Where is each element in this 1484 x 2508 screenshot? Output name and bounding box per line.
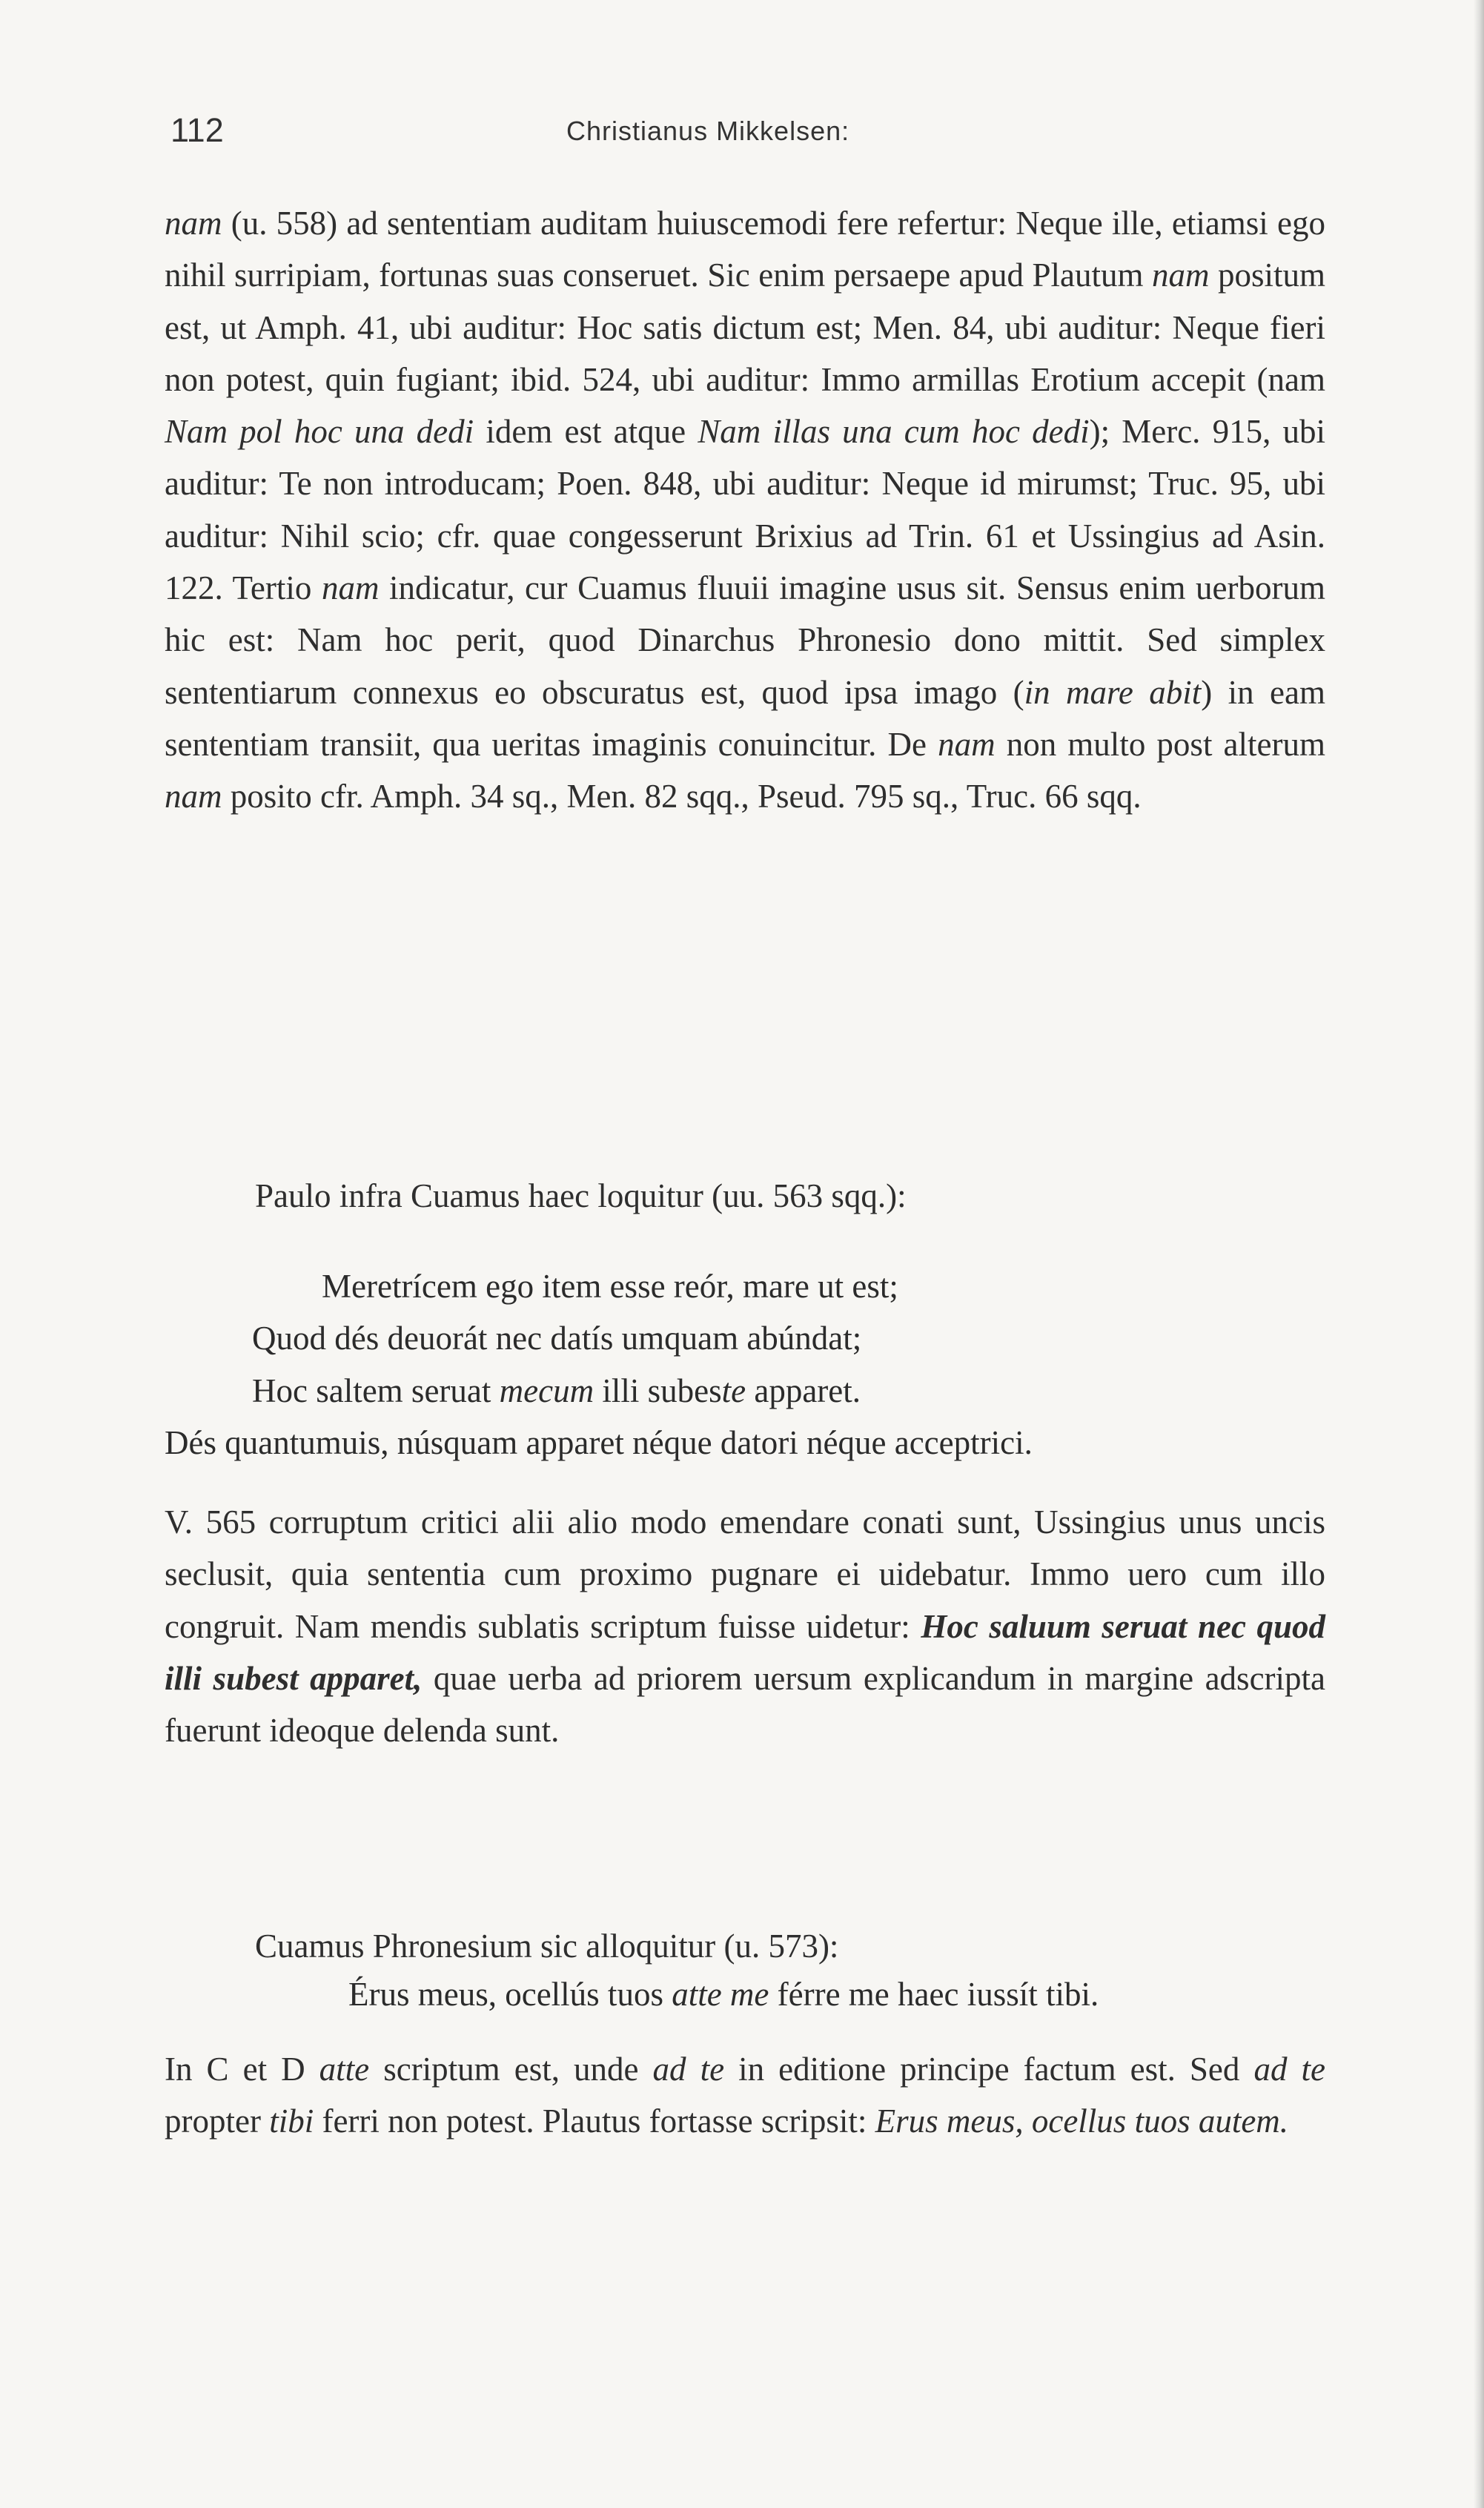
italic-term: atte me (672, 1976, 769, 2013)
verse-line: Meretrícem ego item esse reór, mare ut est; (322, 1268, 898, 1305)
text-run: idem est atque (474, 413, 698, 451)
italic-term: nam (1151, 257, 1210, 294)
text-run: férre me haec iussít tibi. (769, 1976, 1099, 2013)
italic-term: te (721, 1372, 746, 1409)
verse-line: Quod dés deuorát nec datís umquam abúndat; (252, 1320, 862, 1357)
text-run: apparet. (746, 1372, 861, 1409)
text-run: Hoc saltem seruat (252, 1372, 500, 1409)
text-run: V. 565 corruptum critici alii alio modo emendare conati sunt, Ussingius unus uncis seclusit, quia sententia cum proximo pugnare ei uidebatur. Immo uero cum illo congruit. Nam mendis sublatis scriptum fuisse uidetur: (165, 1503, 1325, 1645)
page-header (165, 111, 1325, 156)
verse-line: Dés quantumuis, núsquam apparet néque datori néque acceptrici. (165, 1423, 1033, 1461)
paragraph-intro-verse: Paulo infra Cuamus haec loquitur (uu. 563 sqq.): (255, 1177, 907, 1214)
text-run: illi subes (594, 1372, 722, 1409)
italic-quote: Hoc saluum seruat nec quod illi subest apparet, (165, 1607, 1325, 1697)
text-run: Érus meus, ocellús tuos (348, 1976, 672, 2013)
italic-term: nam (321, 569, 380, 607)
text-run: non multo post alterum (995, 725, 1325, 763)
italic-term: tibi (269, 2102, 314, 2140)
text-run: ferri non potest. Plautus fortasse scripsit: (314, 2102, 875, 2140)
page-number: 112 (170, 111, 224, 149)
italic-term: mecum (499, 1372, 594, 1409)
verse-line (348, 1968, 1099, 2020)
text-run: quae uerba ad priorem uersum explicandum in margine adscripta fuerunt ideoque delenda sunt. (165, 1659, 1326, 1750)
paragraph-v565 (165, 1496, 1325, 1756)
italic-term: ad te (1253, 2051, 1325, 2088)
italic-term: nam (165, 778, 222, 815)
text-run: scriptum est, unde (369, 2051, 653, 2088)
italic-quote: Erus meus, ocellus tuos autem. (875, 2102, 1289, 2140)
page-edge-shadow (1474, 0, 1484, 2508)
italic-term: ad te (652, 2051, 725, 2088)
paragraph-nam-discussion (165, 197, 1325, 823)
text-run: ) in eam sententiam transiit, qua ueritas imaginis conuincitur. De (165, 673, 1325, 763)
text-run: ); Merc. 915, ubi auditur: Te non introducam; Poen. 848, ubi auditur: Neque id mirumst; Truc. 95, ubi auditur: Nihil scio; cfr. quae congesserunt Brixius ad Trin. 61 et Ussingius ad Asin. 122. Tertio (165, 413, 1326, 607)
text-run: in editione principe factum est. Sed (724, 2051, 1254, 2088)
italic-quote: Nam pol hoc una dedi (165, 413, 474, 451)
paragraph-atte (165, 2043, 1325, 2148)
text-run: indicatur, cur Cuamus fluuii imagine usus sit. Sensus enim uerborum hic est: Nam hoc perit, quod Dinarchus Phronesio dono mittit. Sed simplex sententiarum connexus eo obscuratus est, quod ipsa imago ( (165, 569, 1325, 711)
italic-term: nam (165, 205, 222, 242)
text-run: propter (165, 2102, 270, 2140)
text-run: posito cfr. Amph. 34 sq., Men. 82 sqq., Pseud. 795 sq., Truc. 66 sqq. (222, 778, 1142, 815)
italic-quote: in mare abit (1024, 673, 1202, 711)
text-run: In C et D (165, 2051, 319, 2088)
italic-quote: Nam illas una cum hoc dedi (698, 413, 1090, 451)
italic-term: nam (938, 725, 996, 763)
text-run: (u. 558) ad sententiam auditam huiuscemodi fere refertur: Neque ille, etiamsi ego nihil surripiam, fortunas suas conseruet. Sic enim persaepe apud Plautum (165, 205, 1325, 294)
running-head: Christianus Mikkelsen: (566, 116, 850, 146)
italic-term: atte (319, 2051, 370, 2088)
paragraph-intro-verse: Cuamus Phronesium sic alloquitur (u. 573): (255, 1928, 839, 1965)
text-run: positum est, ut Amph. 41, ubi auditur: Hoc satis dictum est; Men. 84, ubi auditur: Neque fieri non potest, quin fugiant; ibid. 524, ubi auditur: Immo armillas Erotium accepit (nam (165, 257, 1325, 398)
verse-quotation (165, 1260, 1325, 1469)
verse-line (165, 1365, 1325, 1417)
